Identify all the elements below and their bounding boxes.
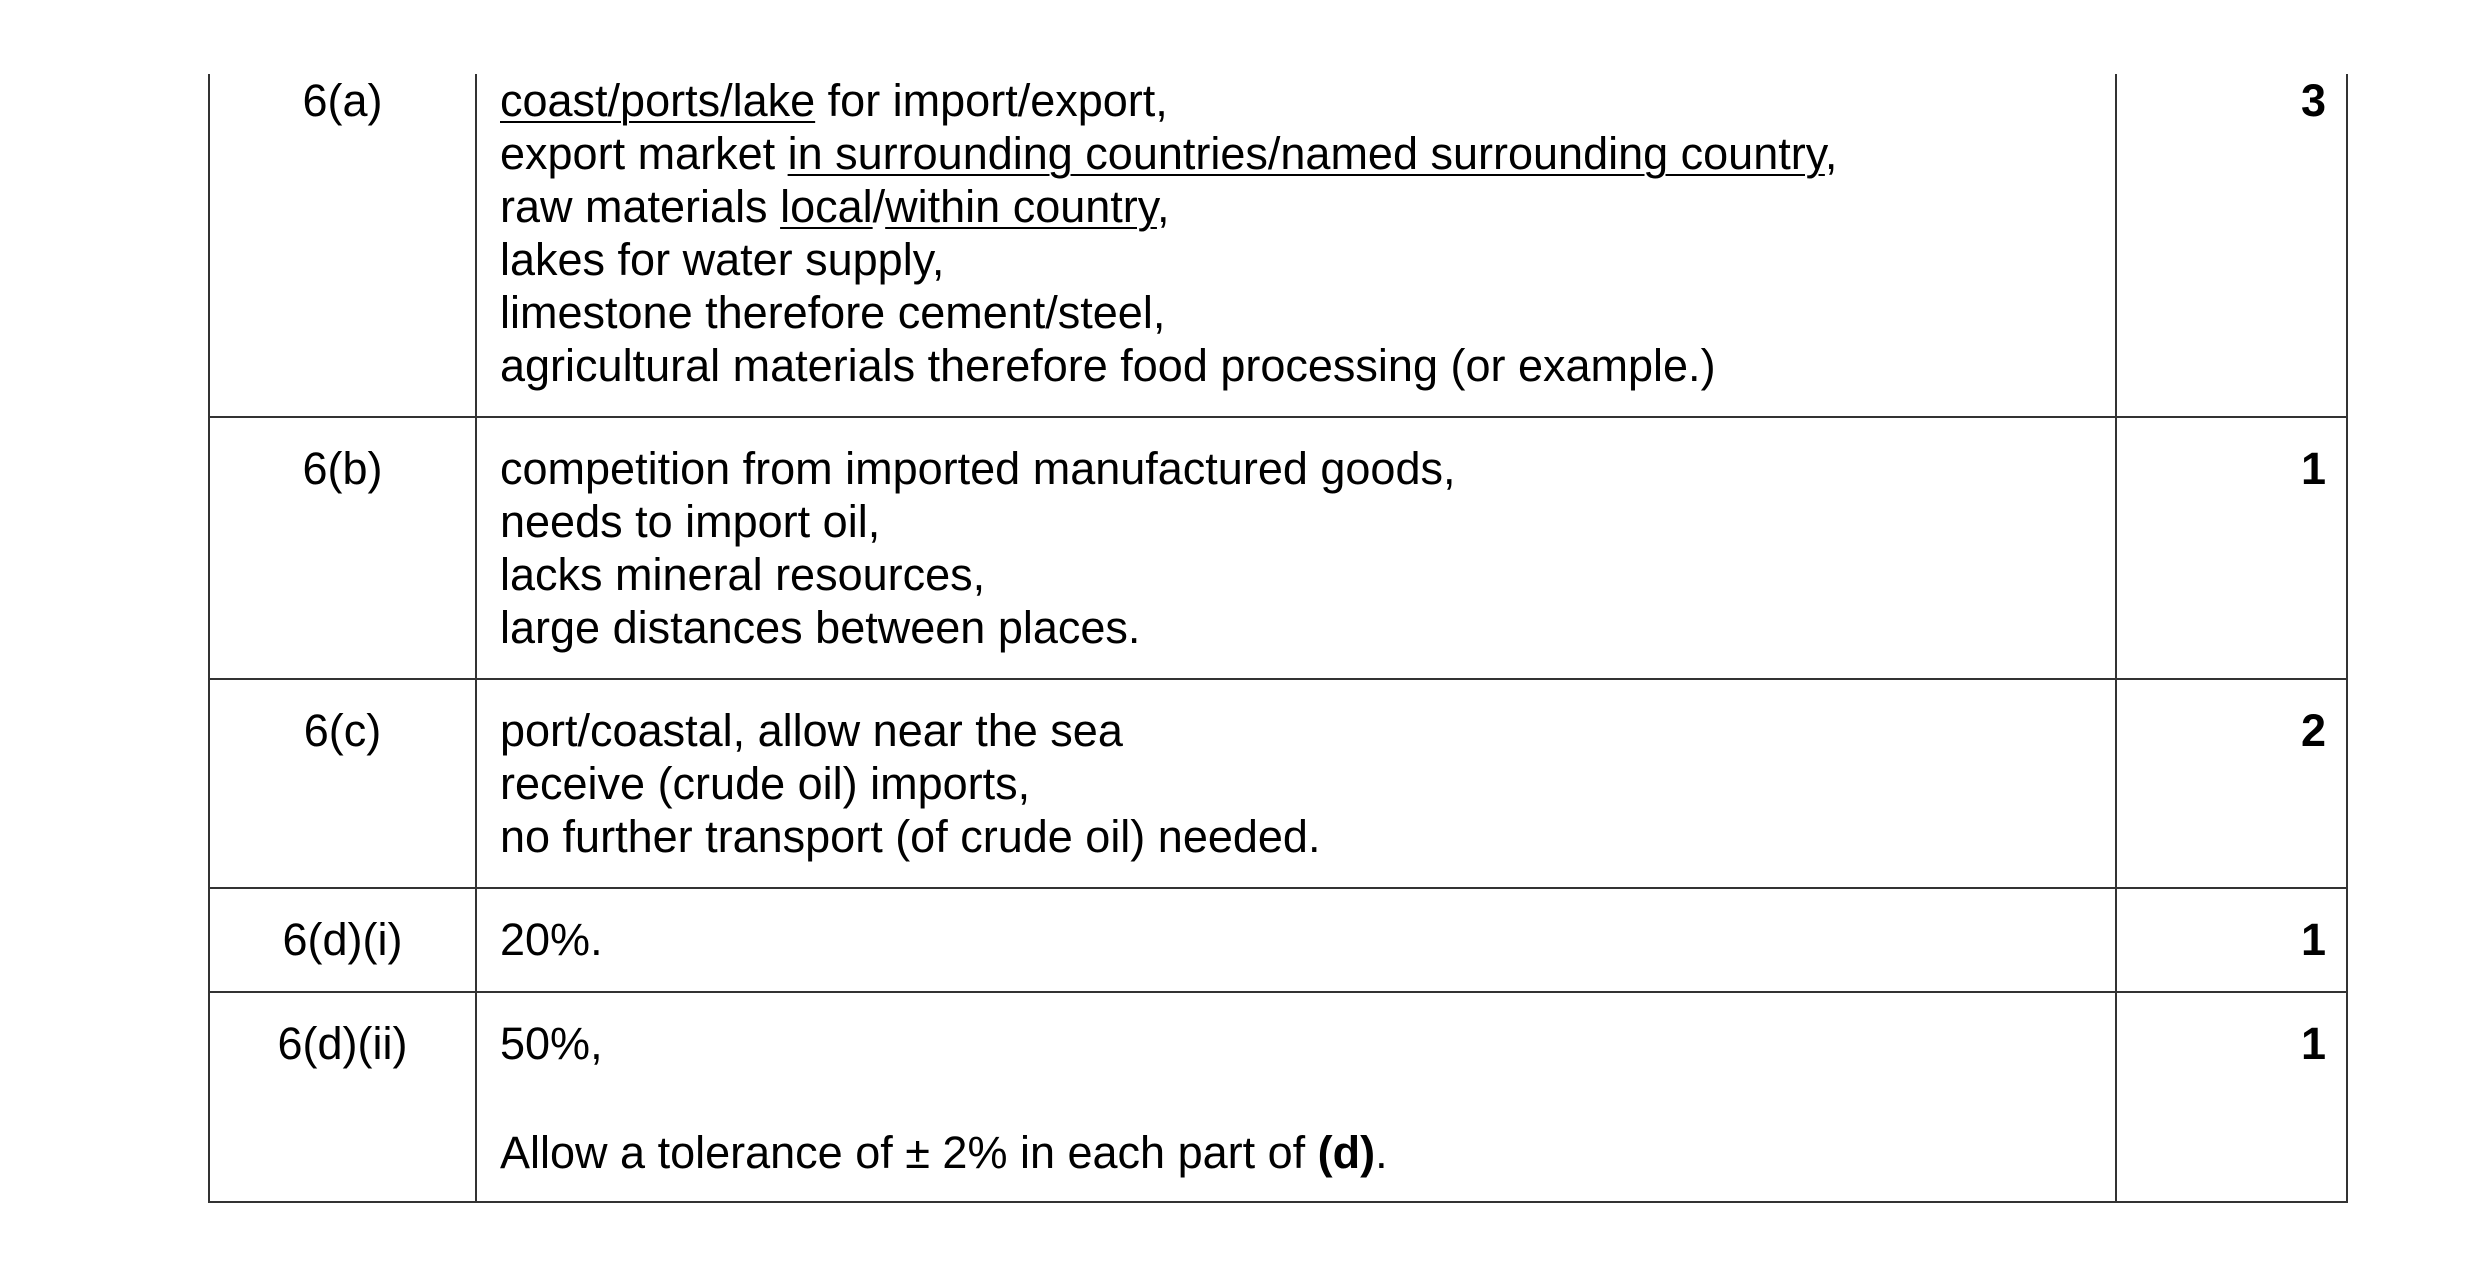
marks-value: 1	[2300, 914, 2326, 965]
spacer	[500, 1070, 2105, 1126]
marks-cell	[2116, 417, 2347, 679]
answer-line: port/coastal, allow near the sea	[500, 705, 1123, 756]
marks-cell	[2116, 888, 2347, 992]
answer-cell	[476, 888, 2116, 992]
marks-value: 1	[2300, 1018, 2326, 1069]
answer-cell	[476, 992, 2116, 1202]
answer-text-part: ,	[1824, 128, 1838, 179]
answer-text-part: raw materials	[500, 181, 781, 232]
question-number-cell	[209, 992, 476, 1202]
table-row	[209, 679, 2347, 888]
answer-line: lacks mineral resources,	[500, 549, 986, 600]
question-number: 6(a)	[302, 75, 383, 126]
marks-value: 2	[2300, 705, 2326, 756]
answer-line: receive (crude oil) imports,	[500, 758, 1031, 809]
answer-line: large distances between places.	[500, 602, 1141, 653]
question-number-cell	[209, 417, 476, 679]
marks-cell	[2116, 679, 2347, 888]
answer-text	[500, 889, 2105, 966]
answer-line	[500, 180, 2105, 233]
underlined-text: within country	[885, 181, 1157, 232]
table-row	[209, 888, 2347, 992]
answer-text-part: export market	[500, 128, 788, 179]
answer-text-part: ,	[1156, 181, 1170, 232]
answer-cell	[476, 679, 2116, 888]
answer-line	[500, 127, 2105, 180]
table-row	[209, 992, 2347, 1202]
marks-value: 3	[2300, 75, 2326, 126]
marks-cell	[2116, 992, 2347, 1202]
answer-cell	[476, 417, 2116, 679]
answer-line: agricultural materials therefore food processing (or example.)	[500, 340, 1716, 391]
tolerance-note	[500, 1126, 2105, 1179]
question-number: 6(d)(ii)	[277, 1018, 408, 1069]
underlined-text: in surrounding countries/named surrounding country	[787, 128, 1825, 179]
answer-line: lakes for water supply,	[500, 234, 945, 285]
question-number: 6(c)	[303, 705, 382, 756]
answer-line: needs to import oil,	[500, 496, 881, 547]
answer-text	[500, 74, 2105, 392]
question-number: 6(b)	[302, 443, 383, 494]
underlined-text: local	[780, 181, 873, 232]
question-number-cell	[209, 74, 476, 417]
answer-line: limestone therefore cement/steel,	[500, 287, 1166, 338]
answer-text-part: for import/export,	[815, 75, 1168, 126]
answer-text-part: Allow a tolerance of ± 2% in each part of	[500, 1127, 1318, 1178]
table-row	[209, 417, 2347, 679]
answer-text	[500, 680, 2105, 863]
mark-scheme-table	[208, 74, 2348, 1203]
answer-line: competition from imported manufactured goods,	[500, 443, 1456, 494]
answer-text	[500, 418, 2105, 654]
question-number: 6(d)(i)	[282, 914, 403, 965]
question-number-cell	[209, 679, 476, 888]
answer-line: no further transport (of crude oil) needed.	[500, 811, 1321, 862]
marks-cell	[2116, 74, 2347, 417]
marks-value: 1	[2300, 443, 2326, 494]
answer-cell	[476, 74, 2116, 417]
answer-text-part: .	[1375, 1127, 1388, 1178]
answer-text-part: /	[872, 181, 886, 232]
table-row	[209, 74, 2347, 417]
answer-line: 50%,	[500, 1018, 603, 1069]
underlined-text: coast/ports/lake	[500, 75, 816, 126]
bold-text: (d)	[1317, 1127, 1376, 1178]
answer-line: 20%.	[500, 914, 603, 965]
question-number-cell	[209, 888, 476, 992]
answer-line	[500, 74, 2105, 127]
answer-text	[500, 993, 2105, 1179]
